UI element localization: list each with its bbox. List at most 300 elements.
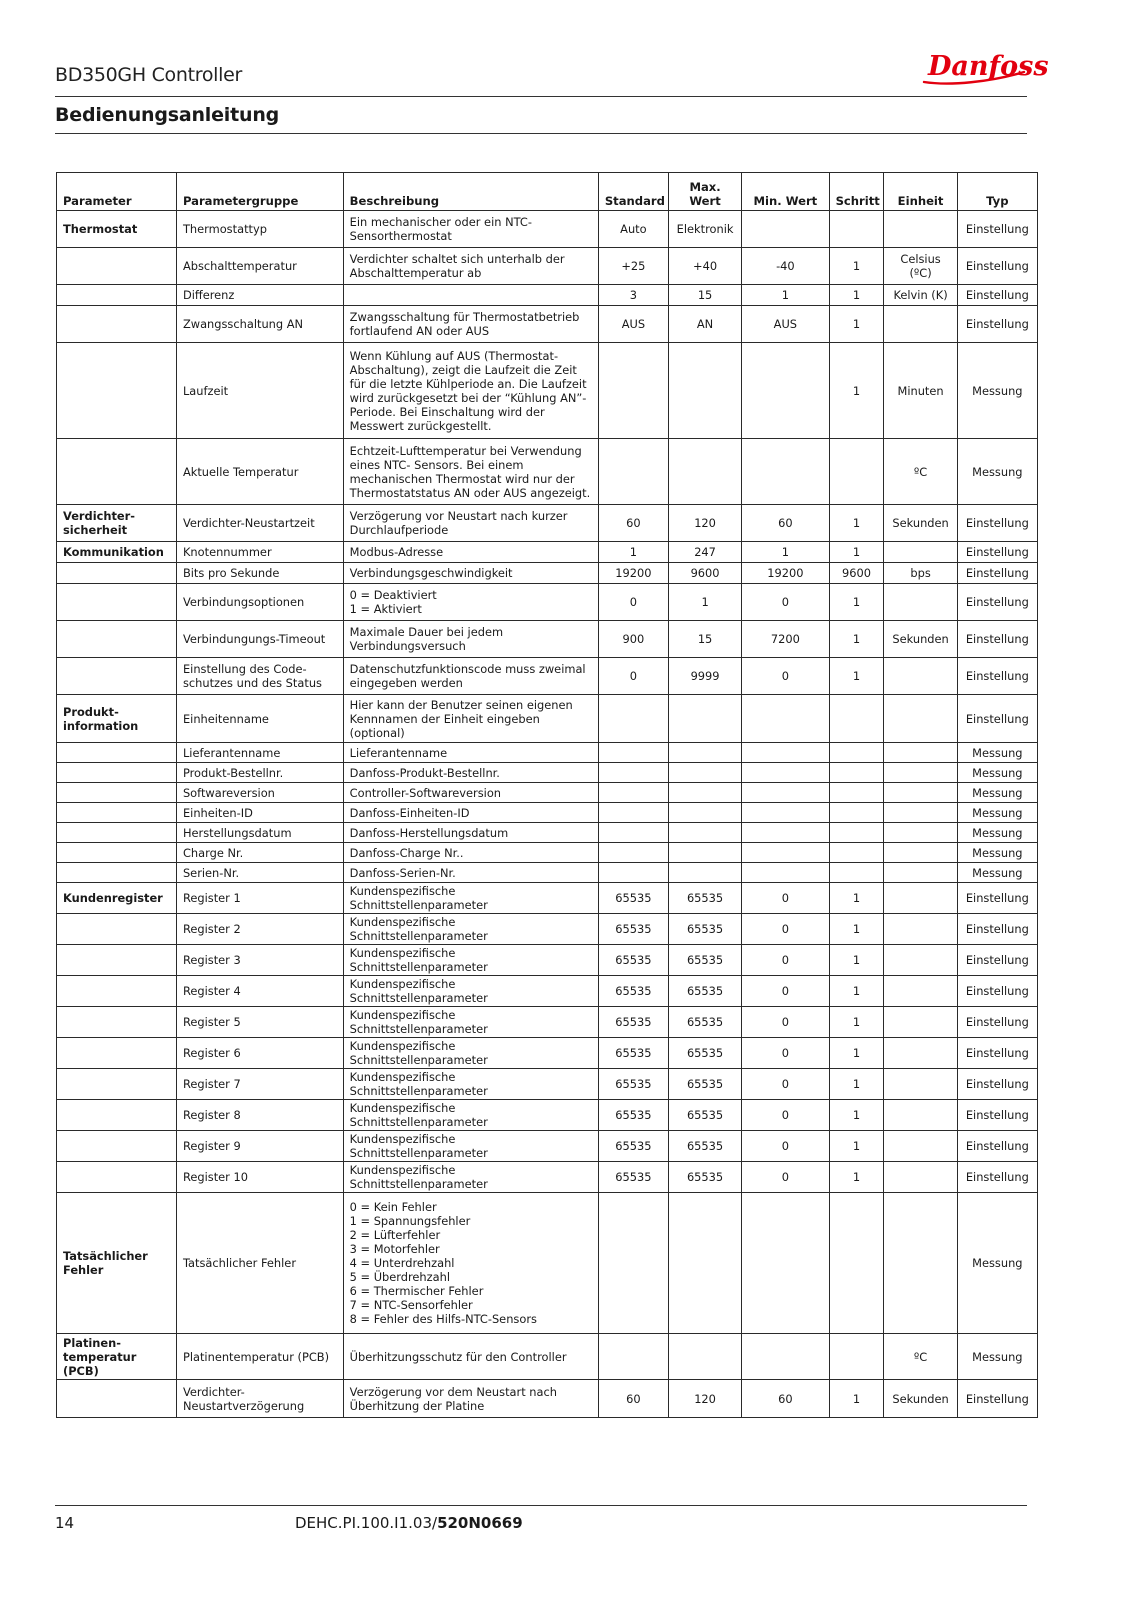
cell-min: 0 — [742, 945, 829, 976]
cell-std: 65535 — [598, 1038, 668, 1069]
cell-desc — [343, 285, 598, 306]
cell-group — [57, 658, 177, 695]
cell-std: 65535 — [598, 1007, 668, 1038]
cell-group — [57, 1069, 177, 1100]
cell-unit — [884, 542, 957, 563]
table-row — [57, 285, 1038, 306]
cell-desc: Kundenspezifische Schnittstellenparameter — [343, 914, 598, 945]
cell-max: 65535 — [668, 1162, 741, 1193]
cell-min: 60 — [742, 1380, 829, 1418]
cell-desc: Hier kann der Benutzer seinen eigenen Kennnamen der Einheit eingeben (optional) — [343, 695, 598, 743]
cell-unit — [884, 1038, 957, 1069]
cell-max: Elektronik — [668, 211, 741, 248]
cell-param: Einstellung des Code-schutzes und des Status — [176, 658, 343, 695]
cell-step — [829, 863, 884, 883]
cell-step — [829, 743, 884, 763]
cell-min — [742, 843, 829, 863]
cell-param: Abschalttemperatur — [176, 248, 343, 285]
cell-unit: Kelvin (K) — [884, 285, 957, 306]
cell-min — [742, 211, 829, 248]
table-row — [57, 1193, 1038, 1334]
table-row — [57, 306, 1038, 343]
cell-std: 65535 — [598, 1131, 668, 1162]
cell-type: Einstellung — [957, 306, 1037, 343]
cell-type: Messung — [957, 823, 1037, 843]
cell-std — [598, 823, 668, 843]
cell-param: Verdichter-Neustartzeit — [176, 505, 343, 542]
cell-type: Einstellung — [957, 285, 1037, 306]
cell-desc: Verdichter schaltet sich unterhalb der Abschalttemperatur ab — [343, 248, 598, 285]
cell-max: 15 — [668, 621, 741, 658]
cell-type: Einstellung — [957, 1007, 1037, 1038]
cell-type: Messung — [957, 743, 1037, 763]
cell-type: Einstellung — [957, 945, 1037, 976]
cell-step: 1 — [829, 1069, 884, 1100]
cell-unit — [884, 695, 957, 743]
cell-type: Einstellung — [957, 695, 1037, 743]
cell-max: 9999 — [668, 658, 741, 695]
cell-std — [598, 803, 668, 823]
cell-step: 1 — [829, 343, 884, 439]
cell-max: 120 — [668, 505, 741, 542]
cell-desc: Zwangsschaltung für Thermostatbetrieb fortlaufend AN oder AUS — [343, 306, 598, 343]
cell-param: Knotennummer — [176, 542, 343, 563]
cell-max — [668, 695, 741, 743]
cell-group — [57, 563, 177, 584]
cell-min — [742, 1193, 829, 1334]
cell-std: 60 — [598, 505, 668, 542]
cell-min — [742, 1334, 829, 1380]
table-row — [57, 542, 1038, 563]
table-row — [57, 1162, 1038, 1193]
cell-max: 65535 — [668, 1007, 741, 1038]
danfoss-logo — [920, 42, 1049, 88]
table-row — [57, 563, 1038, 584]
cell-group — [57, 914, 177, 945]
cell-unit: ºC — [884, 439, 957, 505]
cell-desc: Kundenspezifische Schnittstellenparameter — [343, 976, 598, 1007]
cell-unit — [884, 1069, 957, 1100]
cell-min: 0 — [742, 1007, 829, 1038]
table-row — [57, 863, 1038, 883]
cell-unit — [884, 1131, 957, 1162]
cell-std: 19200 — [598, 563, 668, 584]
table-row — [57, 695, 1038, 743]
cell-min: 0 — [742, 584, 829, 621]
col-header-min-wert: Min. Wert — [742, 173, 829, 211]
cell-group: Kommunikation — [57, 542, 177, 563]
table-row — [57, 783, 1038, 803]
cell-min: 19200 — [742, 563, 829, 584]
cell-step — [829, 763, 884, 783]
col-header-parametergruppe: Parametergruppe — [176, 173, 343, 211]
cell-desc: Lieferantenname — [343, 743, 598, 763]
cell-max — [668, 343, 741, 439]
cell-desc: Verbindungsgeschwindigkeit — [343, 563, 598, 584]
cell-std: 0 — [598, 584, 668, 621]
cell-step — [829, 695, 884, 743]
cell-min: 0 — [742, 914, 829, 945]
cell-step: 1 — [829, 1380, 884, 1418]
cell-param: Register 1 — [176, 883, 343, 914]
cell-max — [668, 1193, 741, 1334]
cell-param: Zwangsschaltung AN — [176, 306, 343, 343]
cell-desc: Maximale Dauer bei jedem Verbindungsversuch — [343, 621, 598, 658]
cell-step — [829, 783, 884, 803]
cell-unit — [884, 306, 957, 343]
cell-desc: Ein mechanischer oder ein NTC-Sensorthermostat — [343, 211, 598, 248]
cell-type: Messung — [957, 783, 1037, 803]
cell-std — [598, 1193, 668, 1334]
cell-unit: ºC — [884, 1334, 957, 1380]
col-header-beschreibung: Beschreibung — [343, 173, 598, 211]
cell-unit — [884, 1007, 957, 1038]
cell-group — [57, 763, 177, 783]
cell-min — [742, 823, 829, 843]
section-rule — [55, 133, 1027, 134]
table-row — [57, 1007, 1038, 1038]
cell-desc: Überhitzungsschutz für den Controller — [343, 1334, 598, 1380]
cell-min: 0 — [742, 1038, 829, 1069]
table-row — [57, 1334, 1038, 1380]
cell-desc: Kundenspezifische Schnittstellenparameter — [343, 883, 598, 914]
cell-std: +25 — [598, 248, 668, 285]
cell-unit — [884, 945, 957, 976]
cell-param: Register 7 — [176, 1069, 343, 1100]
cell-step — [829, 803, 884, 823]
document-code-number: 520N0669 — [437, 1514, 523, 1532]
cell-type: Messung — [957, 863, 1037, 883]
cell-type: Messung — [957, 439, 1037, 505]
table-row — [57, 1131, 1038, 1162]
col-header-einheit: Einheit — [884, 173, 957, 211]
table-row — [57, 343, 1038, 439]
cell-type: Einstellung — [957, 584, 1037, 621]
cell-group — [57, 285, 177, 306]
cell-max: 65535 — [668, 1100, 741, 1131]
cell-type: Messung — [957, 763, 1037, 783]
cell-param: Register 5 — [176, 1007, 343, 1038]
footer-rule — [55, 1505, 1027, 1506]
document-code-prefix: DEHC.PI.100.I1.03/ — [295, 1514, 438, 1532]
cell-group — [57, 1038, 177, 1069]
cell-param: Softwareversion — [176, 783, 343, 803]
cell-min — [742, 803, 829, 823]
cell-group: Thermostat — [57, 211, 177, 248]
cell-step: 1 — [829, 306, 884, 343]
cell-std: 65535 — [598, 1162, 668, 1193]
cell-max: 65535 — [668, 883, 741, 914]
cell-unit — [884, 743, 957, 763]
table-row — [57, 658, 1038, 695]
cell-type: Einstellung — [957, 1069, 1037, 1100]
cell-type: Messung — [957, 1334, 1037, 1380]
cell-param: Register 3 — [176, 945, 343, 976]
cell-type: Einstellung — [957, 1162, 1037, 1193]
cell-step — [829, 1193, 884, 1334]
cell-max — [668, 843, 741, 863]
table-row — [57, 803, 1038, 823]
cell-param: Lieferantenname — [176, 743, 343, 763]
cell-desc: 0 = Deaktiviert 1 = Aktiviert — [343, 584, 598, 621]
cell-max: 65535 — [668, 1131, 741, 1162]
cell-param: Platinentemperatur (PCB) — [176, 1334, 343, 1380]
cell-type: Einstellung — [957, 1100, 1037, 1131]
cell-step — [829, 843, 884, 863]
cell-max: 65535 — [668, 914, 741, 945]
cell-max: 1 — [668, 584, 741, 621]
cell-max — [668, 783, 741, 803]
cell-desc: Danfoss-Charge Nr.. — [343, 843, 598, 863]
cell-desc: Kundenspezifische Schnittstellenparameter — [343, 1162, 598, 1193]
cell-param: Serien-Nr. — [176, 863, 343, 883]
cell-std: 1 — [598, 542, 668, 563]
cell-desc: Danfoss-Einheiten-ID — [343, 803, 598, 823]
table-row — [57, 621, 1038, 658]
cell-step: 1 — [829, 248, 884, 285]
cell-desc: Verzögerung vor dem Neustart nach Überhitzung der Platine — [343, 1380, 598, 1418]
cell-desc: Kundenspezifische Schnittstellenparameter — [343, 1007, 598, 1038]
cell-type: Einstellung — [957, 563, 1037, 584]
cell-max: AN — [668, 306, 741, 343]
cell-unit — [884, 823, 957, 843]
cell-min — [742, 763, 829, 783]
cell-unit — [884, 976, 957, 1007]
cell-max — [668, 763, 741, 783]
cell-min — [742, 343, 829, 439]
table-row — [57, 505, 1038, 542]
table-row — [57, 914, 1038, 945]
col-header-parameter: Parameter — [57, 173, 177, 211]
cell-step — [829, 439, 884, 505]
table-row — [57, 883, 1038, 914]
cell-type: Einstellung — [957, 505, 1037, 542]
table-row — [57, 823, 1038, 843]
cell-min: -40 — [742, 248, 829, 285]
cell-unit: bps — [884, 563, 957, 584]
cell-std: 900 — [598, 621, 668, 658]
cell-step: 1 — [829, 976, 884, 1007]
cell-desc: Kundenspezifische Schnittstellenparameter — [343, 1038, 598, 1069]
cell-group — [57, 823, 177, 843]
cell-step: 1 — [829, 505, 884, 542]
cell-std: 65535 — [598, 976, 668, 1007]
cell-step: 1 — [829, 621, 884, 658]
cell-min — [742, 439, 829, 505]
cell-unit — [884, 1100, 957, 1131]
table-row — [57, 439, 1038, 505]
cell-group — [57, 976, 177, 1007]
cell-step: 1 — [829, 658, 884, 695]
cell-unit — [884, 843, 957, 863]
logo-wordmark: Danfoss — [928, 51, 1049, 82]
cell-std — [598, 843, 668, 863]
cell-desc: 0 = Kein Fehler 1 = Spannungsfehler 2 = Lüfterfehler 3 = Motorfehler 4 = Unterdrehzahl 5 = Überdrehzahl 6 = Thermischer Fehler 7 = NTC-Sensorfehler 8 = Fehler des Hilfs-NTC-Sensors — [343, 1193, 598, 1334]
cell-type: Einstellung — [957, 976, 1037, 1007]
cell-type: Einstellung — [957, 211, 1037, 248]
cell-type: Messung — [957, 843, 1037, 863]
cell-group — [57, 248, 177, 285]
cell-unit — [884, 1193, 957, 1334]
cell-unit — [884, 803, 957, 823]
cell-step: 1 — [829, 1162, 884, 1193]
cell-group: Tatsächlicher Fehler — [57, 1193, 177, 1334]
cell-type: Einstellung — [957, 248, 1037, 285]
table-row — [57, 976, 1038, 1007]
table-row — [57, 1380, 1038, 1418]
cell-step: 1 — [829, 1038, 884, 1069]
cell-param: Verdichter-Neustartverzögerung — [176, 1380, 343, 1418]
cell-group — [57, 1131, 177, 1162]
table-header-row — [57, 173, 1038, 211]
cell-unit — [884, 584, 957, 621]
page-number: 14 — [55, 1514, 75, 1532]
cell-param: Register 10 — [176, 1162, 343, 1193]
cell-group — [57, 1380, 177, 1418]
cell-group — [57, 863, 177, 883]
cell-desc: Danfoss-Serien-Nr. — [343, 863, 598, 883]
cell-type: Einstellung — [957, 621, 1037, 658]
cell-type: Einstellung — [957, 658, 1037, 695]
cell-param: Differenz — [176, 285, 343, 306]
cell-unit: Sekunden — [884, 621, 957, 658]
cell-desc: Controller-Softwareversion — [343, 783, 598, 803]
cell-group — [57, 1100, 177, 1131]
cell-step: 1 — [829, 584, 884, 621]
cell-std: 65535 — [598, 945, 668, 976]
cell-min — [742, 695, 829, 743]
cell-std — [598, 763, 668, 783]
cell-min: 0 — [742, 658, 829, 695]
cell-group — [57, 783, 177, 803]
section-title: Bedienungsanleitung — [55, 104, 280, 126]
cell-max: 15 — [668, 285, 741, 306]
cell-unit — [884, 658, 957, 695]
table-row — [57, 1100, 1038, 1131]
cell-min: AUS — [742, 306, 829, 343]
table-row — [57, 211, 1038, 248]
document-title: BD350GH Controller — [55, 64, 243, 86]
cell-type: Messung — [957, 803, 1037, 823]
table-row — [57, 1069, 1038, 1100]
cell-desc: Danfoss-Produkt-Bestellnr. — [343, 763, 598, 783]
cell-std: 65535 — [598, 1100, 668, 1131]
cell-min: 0 — [742, 1131, 829, 1162]
cell-max: 247 — [668, 542, 741, 563]
col-header-schritt: Schritt — [829, 173, 884, 211]
table-row — [57, 1038, 1038, 1069]
cell-step — [829, 1334, 884, 1380]
cell-unit: Sekunden — [884, 505, 957, 542]
cell-unit — [884, 763, 957, 783]
cell-step: 1 — [829, 945, 884, 976]
cell-type: Einstellung — [957, 1380, 1037, 1418]
cell-group — [57, 1162, 177, 1193]
cell-step: 1 — [829, 1131, 884, 1162]
cell-step: 1 — [829, 1007, 884, 1038]
cell-group — [57, 803, 177, 823]
cell-param: Thermostattyp — [176, 211, 343, 248]
table-row — [57, 248, 1038, 285]
cell-min: 0 — [742, 1162, 829, 1193]
cell-group: Verdichter-sicherheit — [57, 505, 177, 542]
cell-param: Einheiten-ID — [176, 803, 343, 823]
cell-param: Register 2 — [176, 914, 343, 945]
cell-param: Register 8 — [176, 1100, 343, 1131]
cell-group: Produkt-information — [57, 695, 177, 743]
cell-param: Register 4 — [176, 976, 343, 1007]
cell-param: Verbindungsoptionen — [176, 584, 343, 621]
cell-unit — [884, 883, 957, 914]
table-body — [57, 211, 1038, 1418]
cell-max — [668, 743, 741, 763]
cell-group — [57, 584, 177, 621]
cell-param: Charge Nr. — [176, 843, 343, 863]
cell-min: 0 — [742, 883, 829, 914]
cell-std: 65535 — [598, 1069, 668, 1100]
cell-param: Laufzeit — [176, 343, 343, 439]
cell-unit — [884, 783, 957, 803]
cell-group — [57, 743, 177, 763]
cell-desc: Kundenspezifische Schnittstellenparameter — [343, 945, 598, 976]
cell-min: 7200 — [742, 621, 829, 658]
cell-unit: Minuten — [884, 343, 957, 439]
cell-desc: Modbus-Adresse — [343, 542, 598, 563]
cell-step: 1 — [829, 285, 884, 306]
cell-group — [57, 439, 177, 505]
table-row — [57, 584, 1038, 621]
cell-group: Platinen-temperatur (PCB) — [57, 1334, 177, 1380]
cell-min — [742, 743, 829, 763]
cell-unit — [884, 914, 957, 945]
table-row — [57, 843, 1038, 863]
cell-max — [668, 823, 741, 843]
cell-param: Herstellungsdatum — [176, 823, 343, 843]
cell-std — [598, 1334, 668, 1380]
cell-desc: Kundenspezifische Schnittstellenparameter — [343, 1131, 598, 1162]
cell-std — [598, 695, 668, 743]
cell-param: Tatsächlicher Fehler — [176, 1193, 343, 1334]
cell-group — [57, 1007, 177, 1038]
cell-std: 60 — [598, 1380, 668, 1418]
cell-step: 1 — [829, 883, 884, 914]
header-rule — [55, 96, 1027, 97]
cell-std — [598, 863, 668, 883]
cell-param: Aktuelle Temperatur — [176, 439, 343, 505]
cell-desc: Datenschutzfunktionscode muss zweimal eingegeben werden — [343, 658, 598, 695]
table-row — [57, 763, 1038, 783]
document-code — [295, 1514, 523, 1532]
cell-param: Bits pro Sekunde — [176, 563, 343, 584]
cell-std: AUS — [598, 306, 668, 343]
cell-step — [829, 211, 884, 248]
cell-group — [57, 343, 177, 439]
cell-min: 60 — [742, 505, 829, 542]
cell-group — [57, 621, 177, 658]
cell-std: 65535 — [598, 914, 668, 945]
cell-max: 65535 — [668, 1069, 741, 1100]
table-row — [57, 945, 1038, 976]
col-header-typ: Typ — [957, 173, 1037, 211]
cell-group — [57, 945, 177, 976]
cell-type: Einstellung — [957, 542, 1037, 563]
cell-param: Verbindungungs-Timeout — [176, 621, 343, 658]
cell-unit — [884, 211, 957, 248]
cell-max: +40 — [668, 248, 741, 285]
parameter-table — [56, 172, 1038, 1418]
cell-desc: Echtzeit-Lufttemperatur bei Verwendung eines NTC- Sensors. Bei einem mechanischen Thermostat wird nur der Thermostatstatus AN oder AUS angezeigt. — [343, 439, 598, 505]
cell-min: 0 — [742, 1069, 829, 1100]
